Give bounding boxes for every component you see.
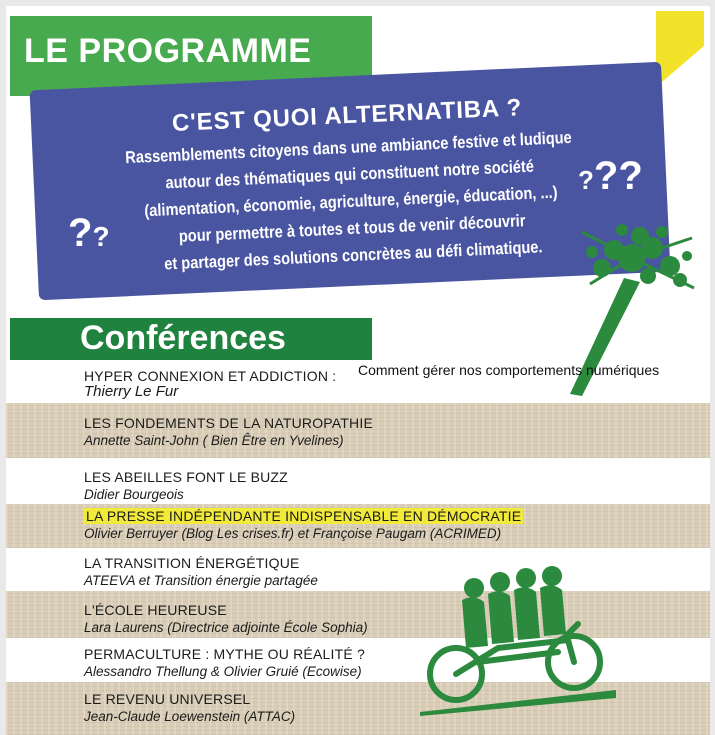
conference-speaker: Annette Saint-John ( Bien Être en Yvelines) xyxy=(84,433,344,448)
conference-speaker: Lara Laurens (Directrice adjointe École Sophia) xyxy=(84,620,368,635)
side-note: Comment gérer nos comportements numériques xyxy=(358,362,660,378)
program-page xyxy=(6,6,710,735)
intro-line: pour permettre à toutes et tous de venir découvrir xyxy=(178,211,526,246)
intro-line: autour des thématiques qui constituent notre société xyxy=(165,156,535,193)
intro-line: (alimentation, économie, agriculture, énergie, éducation, ...) xyxy=(143,182,558,221)
intro-heading: C'EST QUOI ALTERNATIBA ? xyxy=(171,94,523,137)
conference-title: PERMACULTURE : MYTHE OU RÉALITÉ ? xyxy=(84,646,365,662)
conference-title: L'ÉCOLE HEUREUSE xyxy=(84,602,227,618)
question-marks-icon: ??? xyxy=(578,154,643,198)
conference-entry xyxy=(84,646,365,680)
conference-speaker: Didier Bourgeois xyxy=(84,487,184,502)
conference-entry xyxy=(84,508,523,542)
conference-title: HYPER CONNEXION ET ADDICTION : xyxy=(84,368,337,384)
page-title: LE PROGRAMME xyxy=(24,32,312,70)
conference-entry xyxy=(84,602,368,636)
conference-title: LES ABEILLES FONT LE BUZZ xyxy=(84,469,288,485)
intro-line: et partager des solutions concrètes au défi climatique. xyxy=(163,237,543,274)
conference-speaker: Olivier Berruyer (Blog Les crises.fr) et Françoise Paugam (ACRIMED) xyxy=(84,526,502,541)
section-title: Conférences xyxy=(80,319,286,357)
conference-title: LA TRANSITION ÉNERGÉTIQUE xyxy=(84,555,300,571)
tree-icon xyxy=(562,218,702,408)
conference-title: LA PRESSE INDÉPENDANTE INDISPENSABLE EN DÉMOCRATIE xyxy=(86,508,522,524)
conference-speaker: Jean-Claude Loewenstein (ATTAC) xyxy=(84,709,296,724)
conference-speaker: Alessandro Thellung & Olivier Gruié (Ecowise) xyxy=(84,664,362,679)
conference-title: LE REVENU UNIVERSEL xyxy=(84,691,251,707)
conference-entry xyxy=(84,691,295,725)
conference-speaker: Thierry Le Fur xyxy=(84,383,179,400)
conference-speaker: ATEEVA et Transition énergie partagée xyxy=(84,573,318,588)
question-marks-icon: ?? xyxy=(68,211,110,255)
tandem-bike-icon xyxy=(418,566,618,716)
conference-entry xyxy=(84,368,336,399)
conference-entry xyxy=(84,415,373,449)
intro-line: Rassemblements citoyens dans une ambiance festive et ludique xyxy=(124,127,573,168)
conference-title: LES FONDEMENTS DE LA NATUROPATHIE xyxy=(84,415,373,431)
conference-entry xyxy=(84,469,288,503)
conference-entry xyxy=(84,555,318,589)
